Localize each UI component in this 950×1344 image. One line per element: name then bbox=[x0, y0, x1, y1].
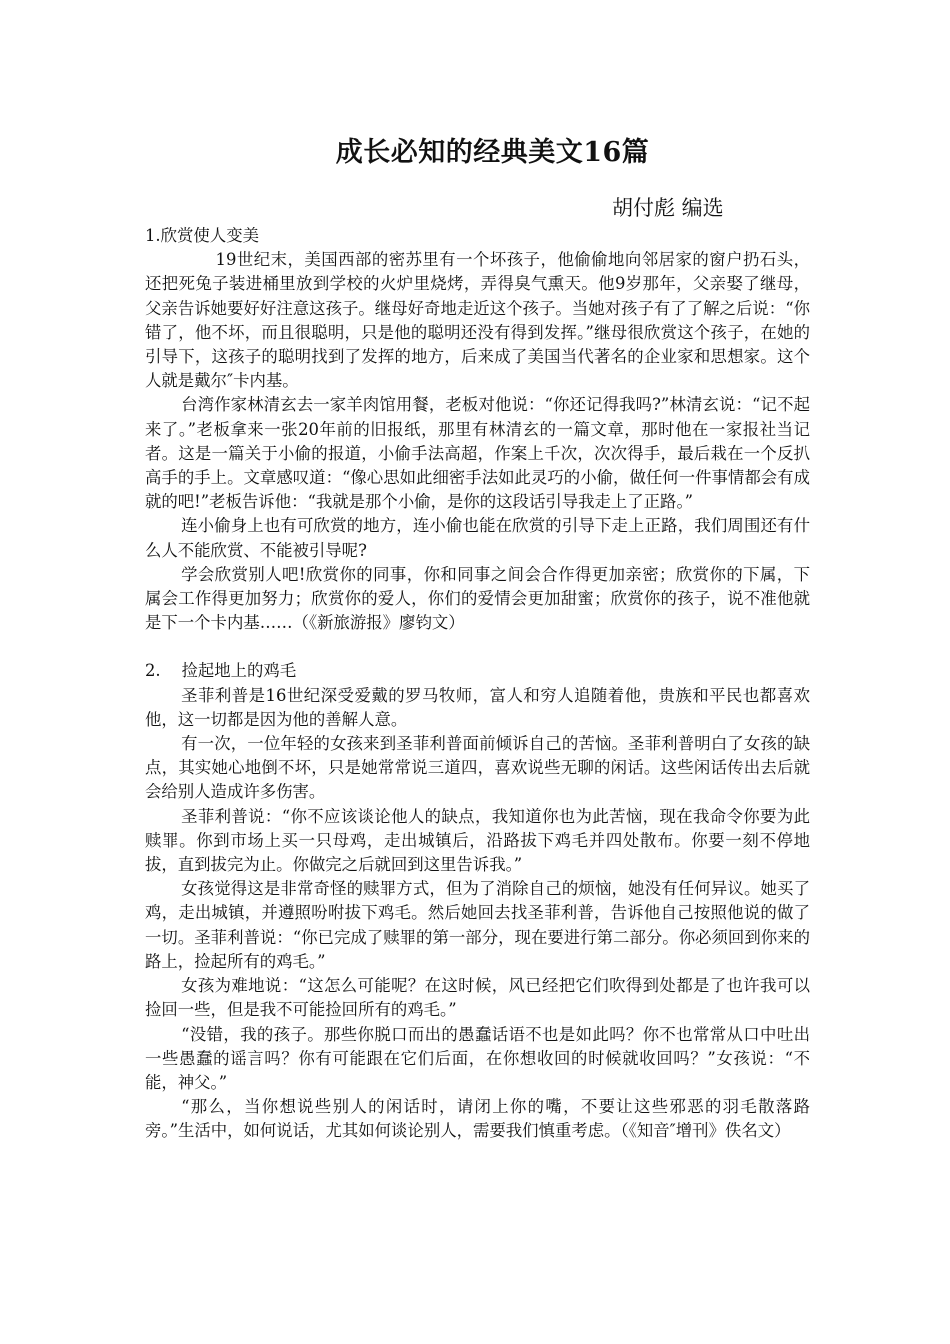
document-title: 成长必知的经典美文16篇 bbox=[335, 137, 650, 168]
paragraph: 台湾作家林清玄去一家羊肉馆用餐，老板对他说：“你还记得我吗?”林清玄说：“记不起来了。”老板拿来一张20年前的旧报纸，那里有林清玄的一篇文章，那时他在一家报社当记者。这是一篇关于小偷的报道，小偷手法高超，作案上千次，次次得手，最后栽在一个反扒高手的手上。文章感叹道：“像心思如此细密手法如此灵巧的小偷，做任何一件事情都会有成就的吧!”老板告诉他：“我就是那个小偷，是你的这段话引导我走上了正路。” bbox=[145, 395, 810, 512]
document-author: 胡付彪 编选 bbox=[612, 196, 724, 220]
paragraph: 19世纪末，美国西部的密苏里有一个坏孩子，他偷偷地向邻居家的窗户扔石头，还把死兔子装进桶里放到学校的火炉里烧烤，弄得臭气熏天。他9岁那年，父亲娶了继母，父亲告诉她要好好注意这孩子。继母好奇地走近这个孩子。当她对孩子有了了解之后说：“你错了，他不坏，而且很聪明，只是他的聪明还没有得到发挥。”继母很欣赏这个孩子，在她的引导下，这孩子的聪明找到了发挥的地方，后来成了美国当代著名的企业家和思想家。这个人就是戴尔″卡内基。 bbox=[145, 250, 810, 391]
paragraph: “那么，当你想说些别人的闲话时，请闭上你的嘴，不要让这些邪恶的羽毛散落路旁。”生活中，如何说话，尤其如何谈论别人，需要我们慎重考虑。（《知音″增刊》佚名文） bbox=[145, 1097, 810, 1141]
article-2 bbox=[145, 659, 810, 1143]
article-1 bbox=[145, 224, 810, 635]
paragraph: 圣菲利普说：“你不应该谈论他人的缺点，我知道你也为此苦恼，现在我命令你要为此赎罪。你到市场上买一只母鸡，走出城镇后，沿路拔下鸡毛并四处散布。你要一刻不停地拔，直到拔完为止。你做完之后就回到这里告诉我。” bbox=[145, 806, 810, 875]
paragraph: 连小偷身上也有可欣赏的地方，连小偷也能在欣赏的引导下走上正路，我们周围还有什么人不能欣赏、不能被引导呢? bbox=[145, 516, 810, 560]
article-heading: 2. 捡起地上的鸡毛 bbox=[145, 661, 297, 681]
paragraph: 有一次，一位年轻的女孩来到圣菲利普面前倾诉自己的苦恼。圣菲利普明白了女孩的缺点，其实她心地倒不坏，只是她常常说三道四，喜欢说些无聊的闲话。这些闲话传出去后就会给别人造成许多伤害。 bbox=[145, 734, 810, 802]
paragraph: 学会欣赏别人吧!欣赏你的同事，你和同事之间会合作得更加亲密；欣赏你的下属，下属会工作得更加努力；欣赏你的爱人，你们的爱情会更加甜蜜；欣赏你的孩子，说不准他就是下一个卡内基……（《新旅游报》廖钧文） bbox=[145, 564, 810, 633]
document-body bbox=[145, 224, 810, 1144]
paragraph: 圣菲利普是16世纪深受爱戴的罗马牧师，富人和穷人追随着他，贵族和平民也都喜欢他，这一切都是因为他的善解人意。 bbox=[145, 685, 810, 729]
article-heading: 1.欣赏使人变美 bbox=[145, 226, 259, 245]
section-spacer bbox=[145, 635, 810, 659]
paragraph: 女孩觉得这是非常奇怪的赎罪方式，但为了消除自己的烦恼，她没有任何异议。她买了鸡，走出城镇，并遵照吩咐拔下鸡毛。然后她回去找圣菲利普，告诉他自己按照他说的做了一切。圣菲利普说：“你已完成了赎罪的第一部分，现在要进行第二部分。你必须回到你来的路上，捡起所有的鸡毛。” bbox=[145, 879, 810, 971]
paragraph: 女孩为难地说：“这怎么可能呢？在这时候，风已经把它们吹得到处都是了也许我可以捡回一些，但是我不可能捡回所有的鸡毛。” bbox=[145, 976, 810, 1020]
paragraph: “没错，我的孩子。那些你脱口而出的愚蠢话语不也是如此吗？你不也常常从口中吐出一些愚蠢的谣言吗？你有可能跟在它们后面，在你想收回的时候就收回吗？”女孩说：“不能，神父。” bbox=[145, 1024, 810, 1092]
